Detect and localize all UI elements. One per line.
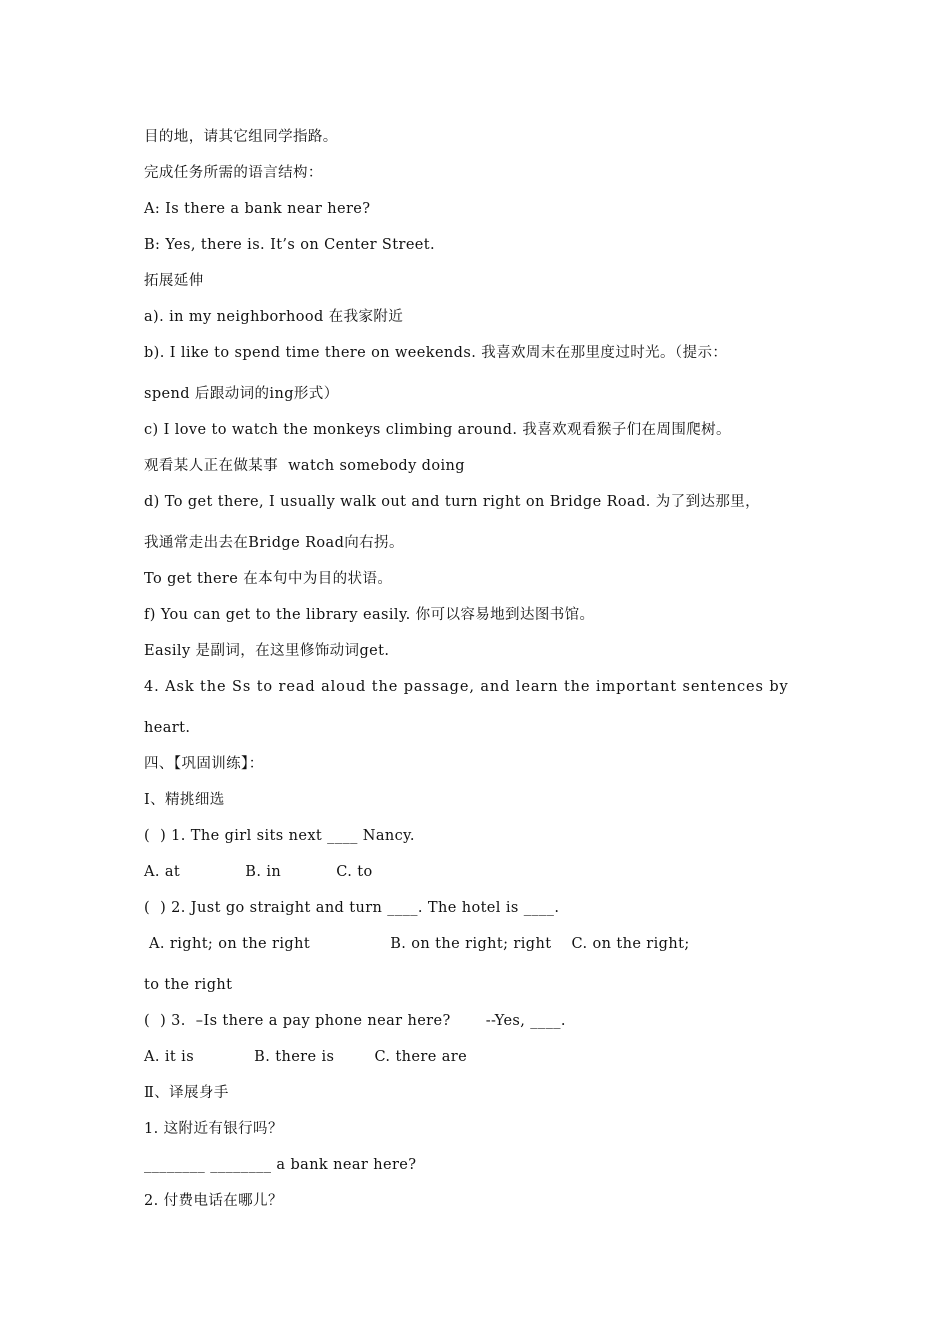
text-line: d) To get there, I usually walk out and turn right on Bridge Road. 为了到达那里， — [144, 494, 761, 510]
text-line: Easily 是副词，在这里修饰动词get. — [144, 643, 390, 659]
text-line: 观看某人正在做某事 watch somebody doing — [144, 458, 465, 474]
options-line: to the right — [144, 977, 233, 993]
text-line: To get there 在本句中为目的状语。 — [144, 571, 393, 587]
text-line: c) I love to watch the monkeys climbing around. 我喜欢观看猴子们在周围爬树。 — [144, 422, 731, 438]
text-line: B: Yes, there is. It’s on Center Street. — [144, 237, 436, 253]
section-heading: 四、【巩固训练】： — [144, 756, 264, 772]
text-line: a). in my neighborhood 在我家附近 — [144, 309, 404, 325]
text-line: A: Is there a bank near here? — [144, 201, 371, 217]
options-line: A. at B. in C. to — [144, 864, 373, 880]
text-line: b). I like to spend time there on weekends. 我喜欢周末在那里度过时光。（提示： — [144, 345, 728, 361]
subsection-heading: I、精挑细选 — [144, 792, 225, 808]
section-heading: 拓展延伸 — [144, 273, 204, 289]
question-line: ( ) 3. –Is there a pay phone near here? --Yes, ____. — [144, 1013, 566, 1029]
options-line: A. right; on the right B. on the right; right C. on the right; — [144, 936, 690, 952]
question-line: 1. 这附近有银行吗？ — [144, 1121, 283, 1137]
subsection-heading: Ⅱ、译展身手 — [144, 1085, 229, 1101]
text-line: heart. — [144, 720, 191, 736]
text-line: 4. Ask the Ss to read aloud the passage, and learn the important sentences by — [144, 679, 789, 695]
text-line: 我通常走出去在Bridge Road向右拐。 — [144, 535, 404, 551]
question-line: ( ) 2. Just go straight and turn ____. The hotel is ____. — [144, 900, 560, 916]
text-line: f) You can get to the library easily. 你可以容易地到达图书馆。 — [144, 607, 595, 623]
text-line: spend 后跟动词的ing形式） — [144, 386, 339, 402]
question-line: 2. 付费电话在哪儿？ — [144, 1193, 283, 1209]
answer-line: ________ ________ a bank near here? — [144, 1157, 417, 1173]
text-line: 完成任务所需的语言结构： — [144, 165, 323, 181]
question-line: ( ) 1. The girl sits next ____ Nancy. — [144, 828, 415, 844]
text-line: 目的地，请其它组同学指路。 — [144, 129, 338, 145]
options-line: A. it is B. there is C. there are — [144, 1049, 468, 1065]
